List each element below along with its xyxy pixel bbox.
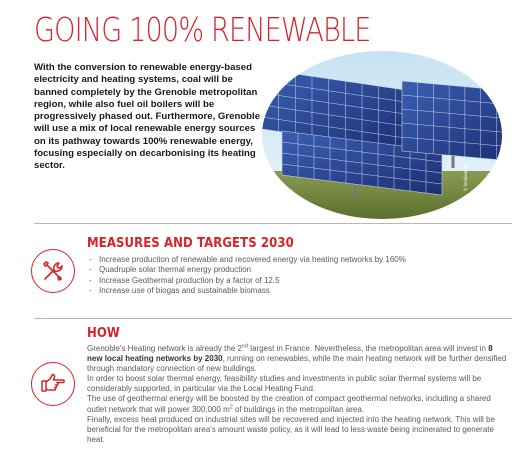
how-body [87,344,507,445]
page-title: GOING 100% RENEWABLE [34,10,371,49]
measures-title: MEASURES AND TARGETS 2030 [87,236,294,251]
solar-panels-photo [258,48,512,220]
how-paragraph: Finally, excess heat produced on industrial sites will be recovered and injected into the heating network. This will be beneficial for the metropolitan area's amount waste policy, as it will lead to less waste being incinerated to generate heat. [87,414,495,444]
measures-list [87,255,507,296]
list-item: - Increase production of renewable and recovered energy via heating networks by 160% [87,255,507,265]
list-item: - Increase use of biogas and sustainable biomass [87,286,507,296]
how-paragraph: Grenoble's Heating network is already the 2nd largest in France. Nevertheless, the metropolitan area will invest in 8 new local heating networks by 2030, running on renewables, while the main heating network will be further densified through mandatory connection of new buildings. [87,343,507,374]
intro-paragraph: With the conversion to renewable energy-based electricity and heating systems, coal will be banned completely by the Grenoble metropolitan region, while also fuel oil boilers will be progressively phased out. Furthermore, Grenoble will use a mix of local renewable energy sources on its pathway towards 100% renewable energy, focusing especially on decarbonising its heating sector. [34,62,261,172]
how-paragraph: The use of geothermal energy will be boosted by the creation of compact geothermal networks, including a shared outlet network that will power 300,000 $m^2$ of buildings in the metropolitan area. [87,394,491,414]
pointing-hand-icon [31,362,75,406]
photo-credit: © fotolia/malp [463,163,468,191]
section-divider [34,318,512,319]
how-paragraph: In order to boost solar thermal energy, feasibility studies and investments in public solar thermal systems will be considerably supported, in particular via the Local Heating Fund. [87,374,482,394]
wrench-screwdriver-icon [31,249,75,293]
how-title: HOW [87,326,120,341]
list-item: - Quadruple solar thermal energy production [87,265,507,275]
section-divider [34,223,512,224]
list-item: - Increase Geothermal production by a factor of 12.5 [87,276,507,286]
